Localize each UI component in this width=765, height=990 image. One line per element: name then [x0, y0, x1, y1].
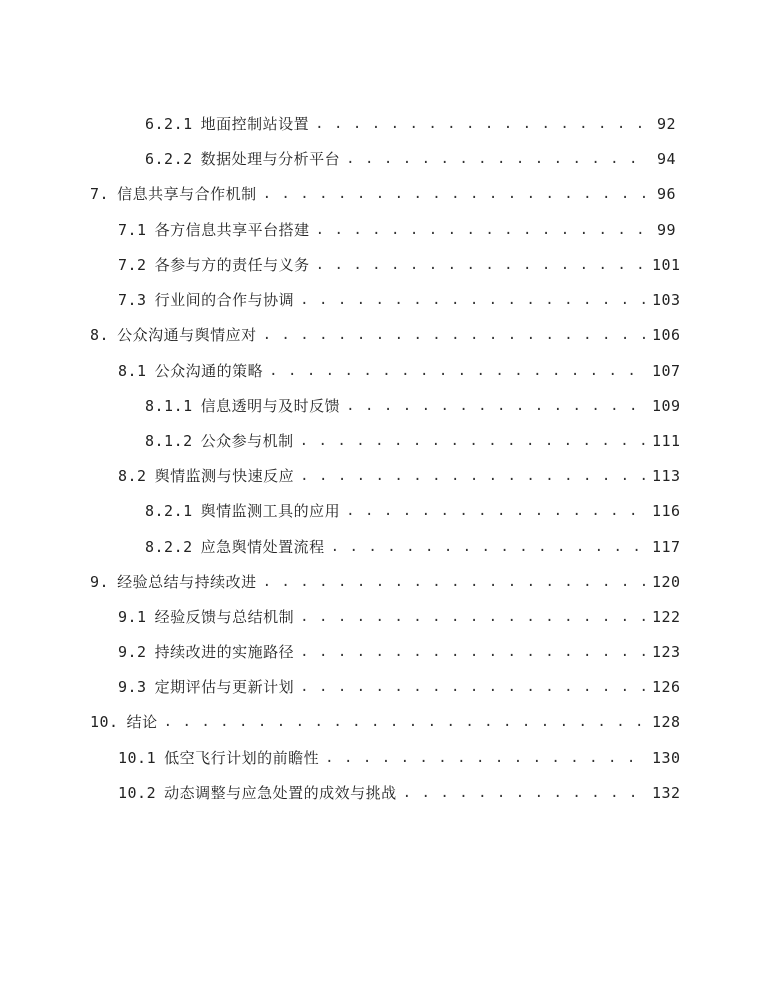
- toc-entry-9-3[interactable]: [118, 673, 681, 701]
- toc-entry-10[interactable]: [90, 708, 681, 736]
- toc-title: 信息透明与及时反馈: [200, 397, 341, 415]
- toc-title: 低空飞行计划的前瞻性: [164, 749, 320, 767]
- toc-number: 8.: [90, 326, 110, 344]
- toc-page-number: 116: [652, 502, 681, 520]
- toc-entry-9-1[interactable]: [118, 603, 681, 631]
- toc-entry-6-2-1[interactable]: [145, 110, 676, 138]
- dot-leader: [300, 427, 646, 455]
- toc-entry-7-3[interactable]: [118, 286, 681, 314]
- toc-number: 9.3: [118, 678, 147, 696]
- dot-leader: [346, 145, 646, 173]
- toc-number: 8.2.2: [145, 538, 193, 556]
- toc-title: 信息共享与合作机制: [117, 185, 257, 203]
- toc-number: 7.: [90, 185, 110, 203]
- toc-title: 各方信息共享平台搭建: [154, 221, 310, 239]
- dot-leader: [346, 392, 646, 420]
- toc-number: 8.2: [118, 467, 147, 485]
- toc-entry-8-1[interactable]: [118, 357, 681, 385]
- toc-page-number: 96: [656, 185, 676, 203]
- dot-leader: [300, 673, 646, 701]
- toc-title: 数据处理与分析平台: [200, 150, 341, 168]
- toc-page-number: 117: [652, 538, 681, 556]
- toc-entry-10-1[interactable]: [118, 744, 681, 772]
- toc-entry-8-2[interactable]: [118, 462, 681, 490]
- toc-number: 8.2.1: [145, 502, 193, 520]
- toc-number: 9.: [90, 573, 110, 591]
- toc-title: 公众参与机制: [200, 432, 294, 450]
- toc-title: 公众沟通的策略: [154, 362, 264, 380]
- toc-number: 7.1: [118, 221, 147, 239]
- dot-leader: [315, 110, 646, 138]
- toc-title: 舆情监测与快速反应: [154, 467, 295, 485]
- toc-page-number: 101: [652, 256, 681, 274]
- toc-page-number: 107: [652, 362, 681, 380]
- dot-leader: [263, 180, 646, 208]
- toc-number: 9.2: [118, 643, 147, 661]
- toc-page-number: 122: [652, 608, 681, 626]
- dot-leader: [300, 638, 646, 666]
- toc-entry-7[interactable]: [90, 180, 676, 208]
- toc-title: 应急舆情处置流程: [200, 538, 325, 556]
- dot-leader: [164, 708, 646, 736]
- dot-leader: [300, 286, 646, 314]
- toc-title: 经验总结与持续改进: [117, 573, 257, 591]
- toc-page-number: 106: [652, 326, 681, 344]
- toc-page-number: 103: [652, 291, 681, 309]
- toc-entry-8-1-2[interactable]: [145, 427, 681, 455]
- toc-page-number: 109: [652, 397, 681, 415]
- toc-number: 6.2.1: [145, 115, 193, 133]
- toc-entry-7-1[interactable]: [118, 216, 676, 244]
- toc-page-number: 113: [652, 467, 681, 485]
- dot-leader: [403, 779, 646, 807]
- toc-entry-8-2-2[interactable]: [145, 533, 681, 561]
- dot-leader: [346, 497, 646, 525]
- toc-entry-9-2[interactable]: [118, 638, 681, 666]
- toc-page-number: 126: [652, 678, 681, 696]
- toc-entry-8-1-1[interactable]: [145, 392, 681, 420]
- toc-number: 10.1: [118, 749, 157, 767]
- toc-title: 舆情监测工具的应用: [200, 502, 341, 520]
- toc-title: 结论: [126, 713, 158, 731]
- toc-number: 7.2: [118, 256, 147, 274]
- toc-page-number: 120: [652, 573, 681, 591]
- toc-title: 各参与方的责任与义务: [154, 256, 310, 274]
- toc-title: 定期评估与更新计划: [154, 678, 295, 696]
- dot-leader: [263, 321, 646, 349]
- toc-number: 8.1: [118, 362, 147, 380]
- toc-number: 8.1.1: [145, 397, 193, 415]
- toc-number: 10.: [90, 713, 119, 731]
- toc-title: 经验反馈与总结机制: [154, 608, 295, 626]
- dot-leader: [300, 462, 646, 490]
- dot-leader: [269, 357, 646, 385]
- toc-entry-9[interactable]: [90, 568, 681, 596]
- toc-page-number: 123: [652, 643, 681, 661]
- dot-leader: [331, 533, 646, 561]
- toc-title: 地面控制站设置: [200, 115, 310, 133]
- toc-number: 6.2.2: [145, 150, 193, 168]
- toc-page-number: 111: [652, 432, 681, 450]
- toc-page-number: 94: [656, 150, 676, 168]
- toc-page-number: 92: [656, 115, 676, 133]
- toc-entry-10-2[interactable]: [118, 779, 681, 807]
- toc-title: 动态调整与应急处置的成效与挑战: [164, 784, 397, 802]
- toc-entry-8-2-1[interactable]: [145, 497, 681, 525]
- toc-page-number: 132: [652, 784, 681, 802]
- toc-number: 8.1.2: [145, 432, 193, 450]
- toc-page-number: 99: [656, 221, 676, 239]
- toc-title: 持续改进的实施路径: [154, 643, 295, 661]
- toc-entry-8[interactable]: [90, 321, 681, 349]
- toc-page-number: 130: [652, 749, 681, 767]
- dot-leader: [325, 744, 646, 772]
- toc-title: 公众沟通与舆情应对: [117, 326, 257, 344]
- dot-leader: [316, 251, 646, 279]
- dot-leader: [300, 603, 646, 631]
- toc-number: 10.2: [118, 784, 157, 802]
- toc-number: 7.3: [118, 291, 147, 309]
- dot-leader: [316, 216, 646, 244]
- toc-entry-7-2[interactable]: [118, 251, 681, 279]
- toc-page-number: 128: [652, 713, 681, 731]
- toc-entry-6-2-2[interactable]: [145, 145, 676, 173]
- dot-leader: [263, 568, 646, 596]
- toc-title: 行业间的合作与协调: [154, 291, 295, 309]
- toc-number: 9.1: [118, 608, 147, 626]
